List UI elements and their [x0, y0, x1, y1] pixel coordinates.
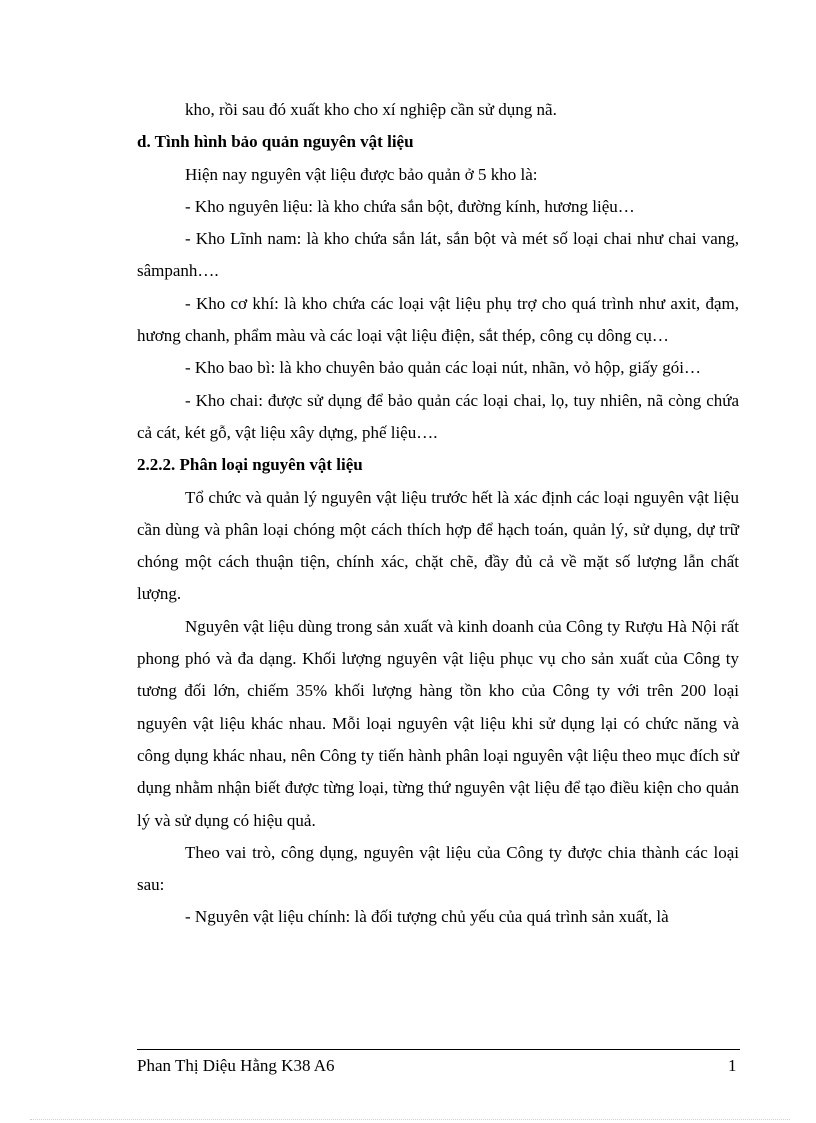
- document-body: [137, 94, 739, 934]
- paragraph: Tổ chức và quản lý nguyên vật liệu trước hết là xác định các loại nguyên vật liệu cần dùng và phân loại chóng một cách thích hợp để hạch toán, quản lý, sử dụng, dự trữ chóng một cách thuận tiện, chính xác, chặt chẽ, đầy đủ cả về mặt số lượng lẫn chất lượng.: [137, 487, 739, 604]
- footer-author: Phan Thị Diệu Hằng K38 A6: [137, 1056, 335, 1075]
- paragraph: Theo vai trò, công dụng, nguyên vật liệu của Công ty được chia thành các loại sau:: [137, 842, 739, 895]
- page-number: 1: [728, 1056, 737, 1075]
- page-bottom-border: [30, 1119, 790, 1120]
- paragraph: - Nguyên vật liệu chính: là đối tượng chủ yếu của quá trình sản xuất, là: [185, 907, 669, 927]
- footer-divider: [137, 1049, 740, 1050]
- section-heading-storage: d. Tình hình bảo quản nguyên vật liệu: [137, 132, 414, 152]
- paragraph: - Kho nguyên liệu: là kho chứa sắn bột, đường kính, hương liệu…: [185, 196, 635, 216]
- paragraph: - Kho bao bì: là kho chuyên bảo quản các loại nút, nhãn, vỏ hộp, giấy gói…: [185, 358, 702, 378]
- section-heading-classification: 2.2.2. Phân loại nguyên vật liệu: [137, 455, 363, 475]
- paragraph: - Kho Lĩnh nam: là kho chứa sắn lát, sắn bột và mét số loại chai như chai vang, sâmpanh….: [137, 229, 739, 281]
- paragraph: - Kho cơ khí: là kho chứa các loại vật liệu phụ trợ cho quá trình như axit, đạm, hương chanh, phẩm màu và các loại vật liệu điện, sắt thép, công cụ dông cụ…: [137, 293, 739, 346]
- paragraph-continuation: kho, rồi sau đó xuất kho cho xí nghiệp cần sử dụng nã.: [185, 100, 557, 119]
- paragraph: Nguyên vật liệu dùng trong sản xuất và kinh doanh của Công ty Rượu Hà Nội rất phong phó và đa dạng. Khối lượng nguyên vật liệu phục vụ cho sản xuất của Công ty tương đối lớn, chiếm 35% khối lượng hàng tồn kho của Công ty với trên 200 loại nguyên vật liệu khác nhau. Mỗi loại nguyên vật liệu khi sử dụng lại có chức năng và công dụng khác nhau, nên Công ty tiến hành phân loại nguyên vật liệu theo mục đích sử dụng nhằm nhận biết được từng loại, từng thứ nguyên vật liệu để tạo điều kiện cho quản lý và sử dụng có hiệu quả.: [137, 616, 739, 830]
- paragraph: - Kho chai: được sử dụng để bảo quản các loại chai, lọ, tuy nhiên, nã còng chứa cả cát, két gỗ, vật liệu xây dựng, phế liệu….: [137, 390, 739, 442]
- paragraph: Hiện nay nguyên vật liệu được bảo quản ở 5 kho là:: [185, 164, 538, 184]
